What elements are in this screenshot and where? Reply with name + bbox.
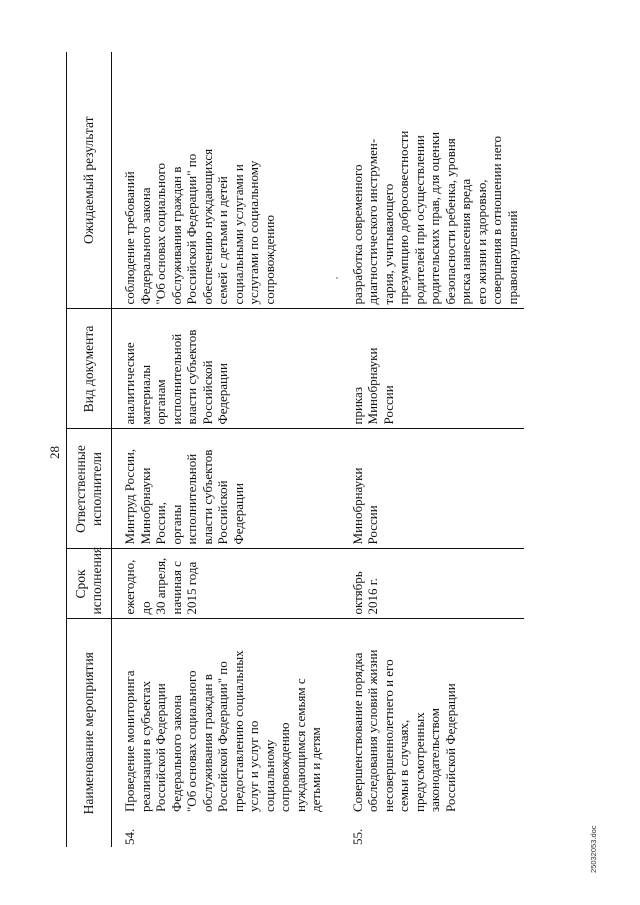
measure-name: Проведение мониторинга реализации в субъектах Российской Федерации Федерального закона "Об основах социального обслуживания граждан в Российской Федерации" по предоставлению социальных услуг и услуг по социальному сопровождению нуждающимся семьям с детьми и детям — [122, 650, 323, 812]
header-deadline: Срок исполнения — [67, 549, 112, 619]
table-row — [112, 52, 340, 847]
measure-doc-type: приказ Минобрнауки России — [340, 309, 525, 429]
measure-result: соблюдение требований Федерального закона "Об основах социального обслуживания граждан в Российской Федерации" по обеспечению нуждающихся семей с детьми и детей социальными услугами и услугами по социальному сопровождению — [112, 52, 340, 309]
table-row — [340, 52, 525, 847]
measure-deadline: ежегодно, до 30 апреля, начиная с 2015 года — [112, 549, 340, 619]
page-number: 28 — [47, 446, 62, 459]
header-name: Наименование мероприятия — [67, 619, 112, 847]
table-header-row — [67, 52, 112, 847]
header-result: Ожидаемый результат — [67, 52, 112, 309]
row-number: 55. — [349, 828, 365, 845]
measure-responsible: Минобрнауки России — [340, 429, 525, 549]
measure-name: Совершенствование порядка обследования условий жизни несовершеннолетнего и его семьи в случаях, предусмотренных законодательством Российской Федерации — [349, 649, 458, 812]
measure-deadline: октябрь 2016 г. — [340, 549, 525, 619]
header-responsible: Ответственные исполнители — [67, 429, 112, 549]
measures-table — [66, 52, 524, 847]
measure-result: разработка современного диагностического инструмен- тария, учитывающего презумпцию добросовестности родителей при осуществлении родительских прав, для оценки безопасности ребенка, уровня риска нанесения вреда его жизни и здоровью, совершения в отношении него правонарушений — [340, 52, 525, 309]
measure-responsible: Минтруд России, Минобрнауки России, органы исполнительной власти субъектов Российской Федерации — [112, 429, 340, 549]
measure-doc-type: аналитические материалы органам исполнительной власти субъектов Российской Федерации — [112, 309, 340, 429]
header-doc-type: Вид документа — [67, 309, 112, 429]
scan-speck — [336, 277, 338, 279]
document-page — [42, 30, 602, 875]
footer-filename: 25032053.doc — [589, 825, 598, 873]
row-number: 54. — [122, 828, 137, 845]
